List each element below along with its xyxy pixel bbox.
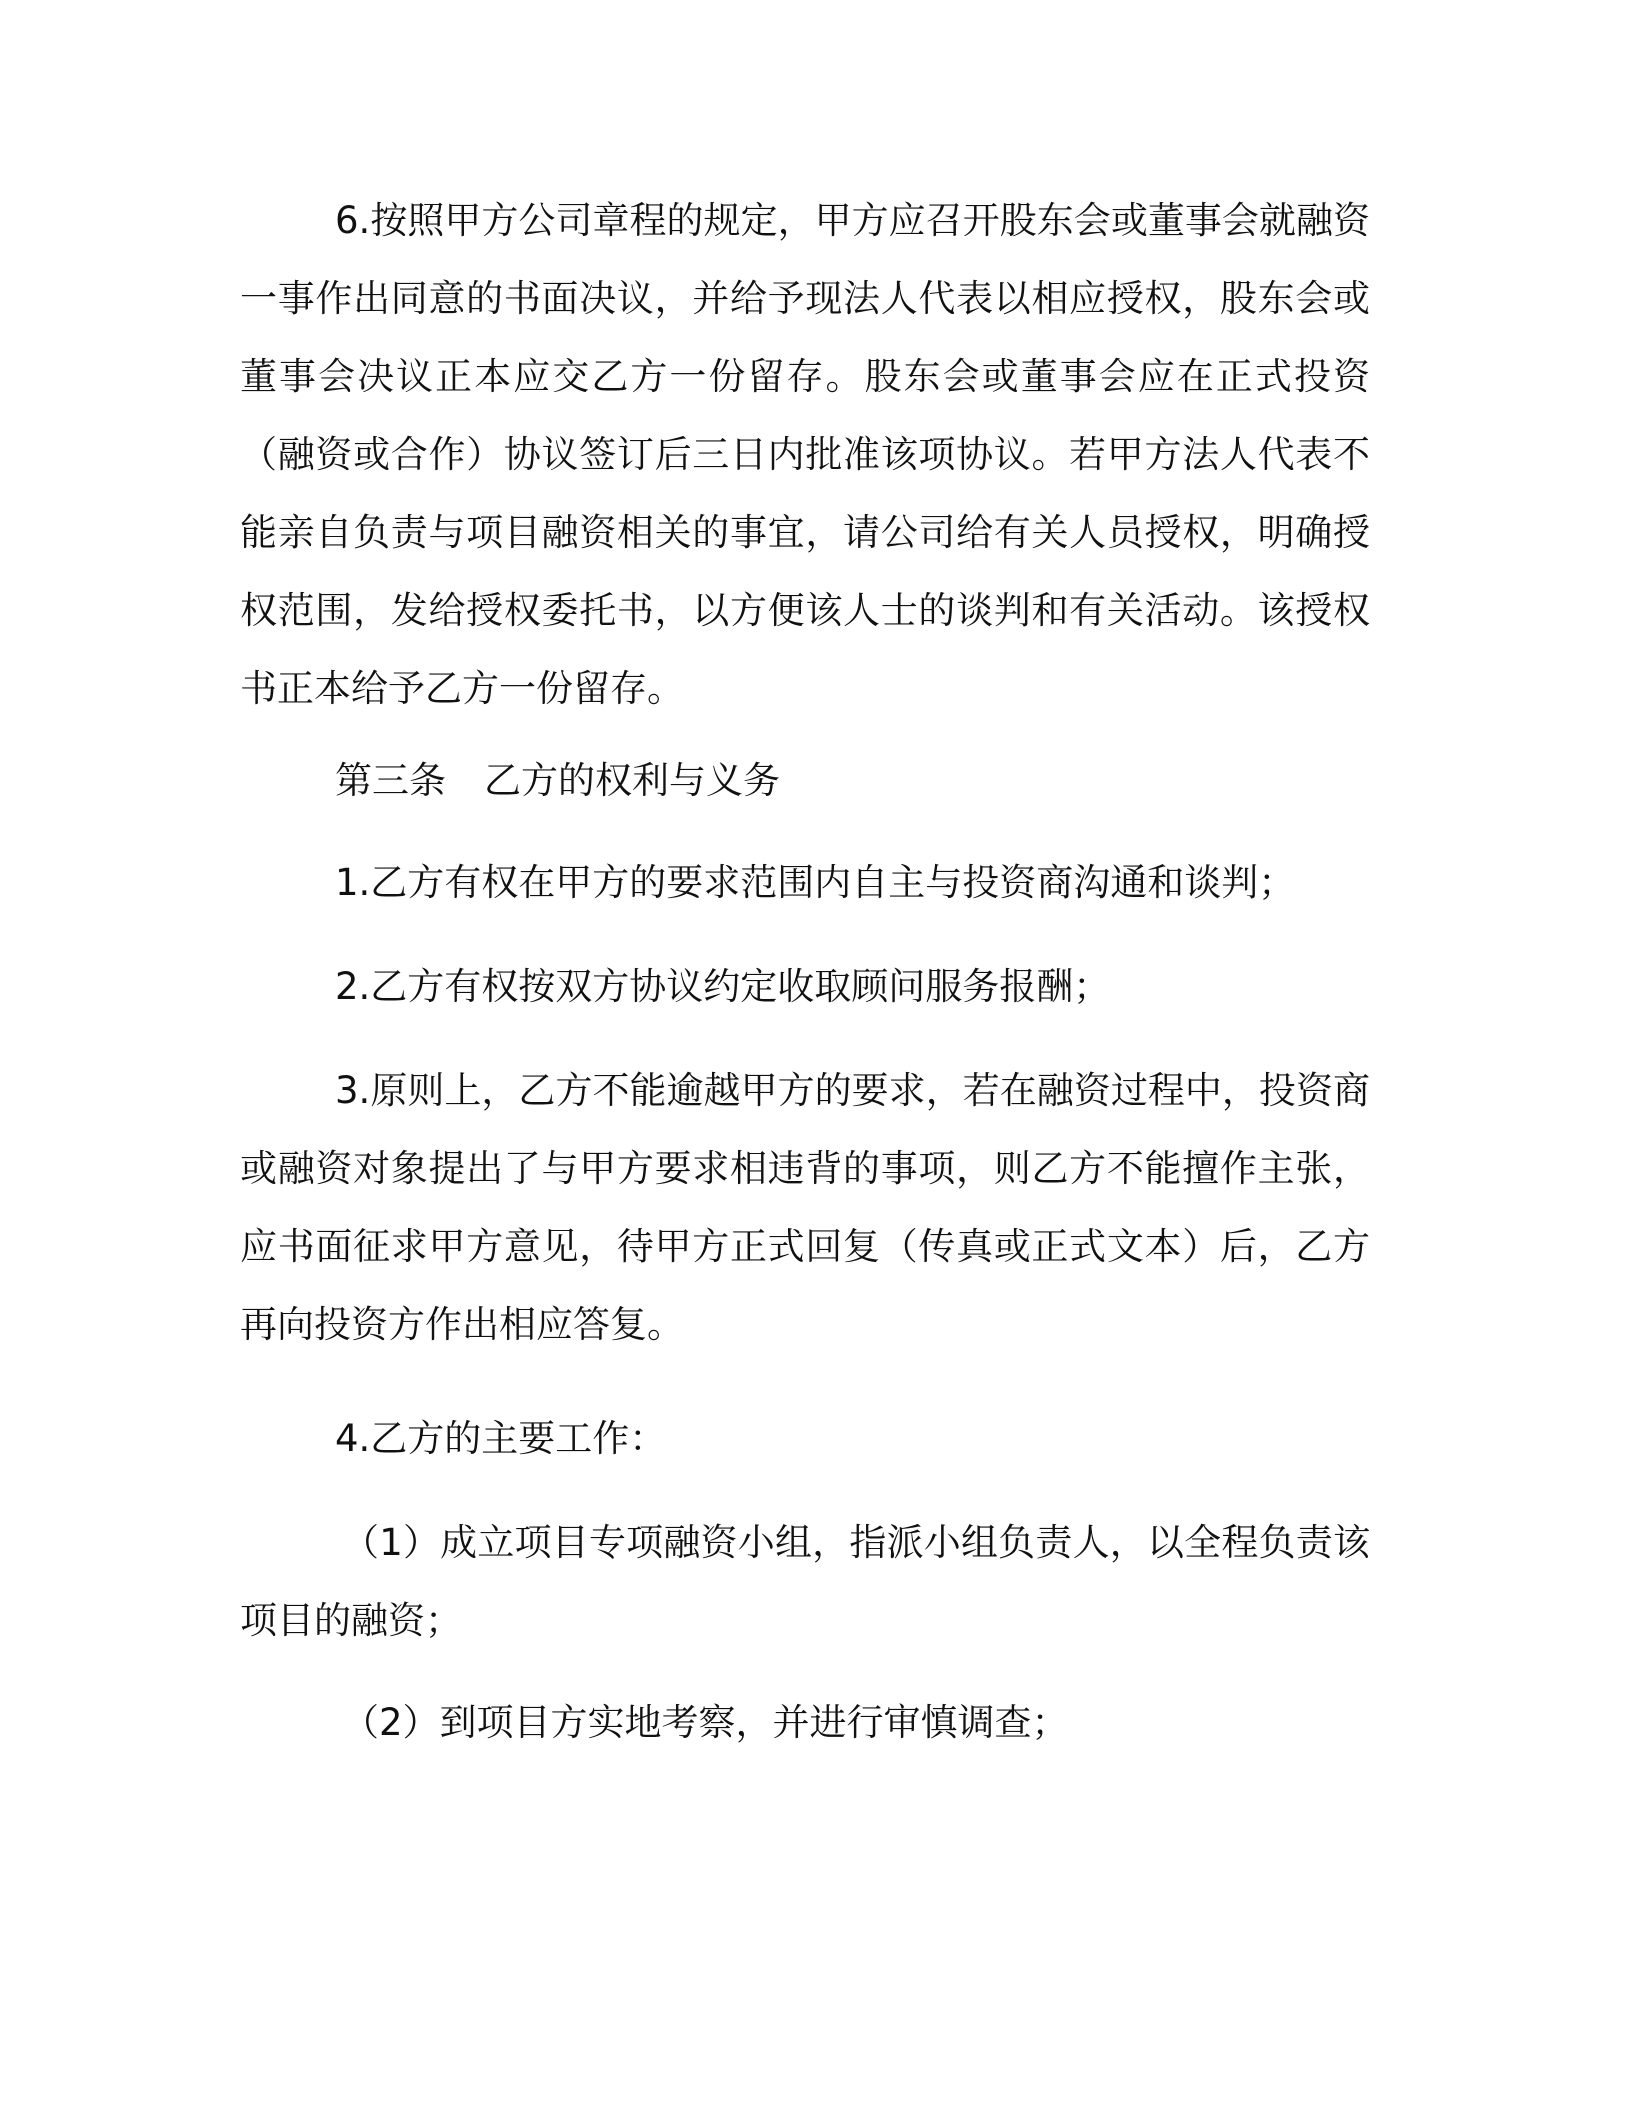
article-3-item-1: 1.乙方有权在甲方的要求范围内自主与投资商沟通和谈判； — [335, 861, 1296, 904]
article-3-item-3: 3.原则上，乙方不能逾越甲方的要求，若在融资过程中，投资商或融资对象提出了与甲方要求相违背的事项，则乙方不能擅作主张，应书面征求甲方意见，待甲方正式回复（传真或正式文本）后，乙方再向投资方作出相应答复。 — [240, 1069, 1370, 1346]
work-item-1: （1）成立项目专项融资小组，指派小组负责人，以全程负责该项目的融资； — [240, 1521, 1370, 1642]
article-3-item-4: 4.乙方的主要工作： — [335, 1417, 667, 1460]
work-item-2: （2）到项目方实地考察，并进行审慎调查； — [342, 1701, 1069, 1744]
article-3-number: 第三条 — [335, 759, 446, 802]
article-3-title: 乙方的权利与义务 — [484, 759, 780, 802]
paragraph-6: 6.按照甲方公司章程的规定，甲方应召开股东会或董事会就融资一事作出同意的书面决议，并给予现法人代表以相应授权，股东会或董事会决议正本应交乙方一份留存。股东会或董事会应在正式投资（融资或合作）协议签订后三日内批准该项协议。若甲方法人代表不能亲自负责与项目融资相关的事宜，请公司给有关人员授权，明确授权范围，发给授权委托书，以方便该人士的谈判和有关活动。该授权书正本给予乙方一份留存。 — [240, 199, 1370, 710]
article-3-heading — [240, 742, 1370, 820]
article-3-item-2: 2.乙方有权按双方协议约定收取顾问服务报酬； — [335, 965, 1111, 1008]
